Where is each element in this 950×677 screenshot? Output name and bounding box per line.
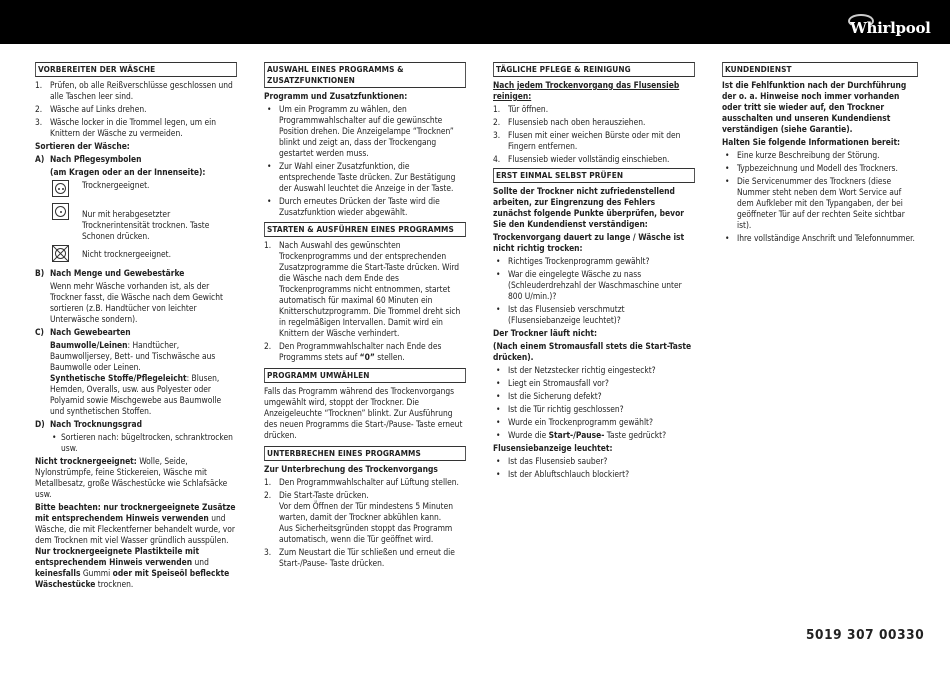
sort-a-title: A) Nach Pflegesymbolen	[35, 154, 142, 164]
part-number: 5019 307 00330	[806, 627, 925, 643]
section-header-program-selection: AUSWAHL EINES PROGRAMMS & ZUSATZFUNKTIONEN	[264, 62, 466, 88]
list-item: • Um ein Programm zu wählen, den Programmwahlschalter auf die gewünschte Position drehen. Die Anzeigelampe “Trocknen” blinkt und zeigt an, dass der Trockengang gestartet werden muss.	[264, 104, 466, 159]
section-header-preparing: VORBEREITEN DER WÄSCHE	[35, 62, 237, 77]
list-item: • Ist der Netzstecker richtig eingesteckt?	[493, 365, 695, 376]
list-item: 1. Tür öffnen.	[493, 104, 549, 114]
list-item: 2. Wäsche auf Links drehen.	[35, 104, 147, 114]
list-item: • Ist der Abluftschlauch blockiert?	[493, 469, 695, 480]
list-item: • Ist das Flusensieb verschmutzt (Flusensiebanzeige leuchtet)?	[493, 304, 695, 326]
service-subtitle: Halten Sie folgende Informationen bereit:	[722, 137, 901, 147]
sort-c-cotton: Baumwolle/Leinen: Handtücher, Baumwolljersey, Bett- und Tischwäsche aus Baumwolle oder Leinen.	[50, 340, 216, 372]
list-item: 1. Prüfen, ob alle Reißverschlüsse geschlossen und alle Taschen leer sind.	[35, 80, 233, 101]
list-item: 4. Flusensieb wieder vollständig einschieben.	[493, 154, 670, 164]
section-header-start-program: STARTEN & AUSFÜHREN EINES PROGRAMMS	[264, 222, 466, 237]
list-item: • War die eingelegte Wäsche zu nass (Schleuderdrehzahl der Waschmaschine unter 800 U/min.)?	[493, 269, 695, 302]
interrupt-subtitle: Zur Unterbrechung des Trockenvorgangs	[264, 464, 438, 474]
sort-c-synthetic: Synthetische Stoffe/Pflegeleicht: Blusen, Hemden, Overalls, usw. aus Polyester oder Polyamid sowie Mischgewebe aus Baumwolle und synthetischen Stoffen.	[50, 373, 222, 416]
list-item: 2. Die Start-Taste drücken. Vor dem Öffnen der Tür mindestens 5 Minuten warten, damit der Trockner abkühlen kann. Aus Sicherheitsgründen stoppt das Programm automatisch, wenn die Tür geöffnet wird.	[264, 490, 454, 544]
list-item: • Durch erneutes Drücken der Taste wird die Zusatzfunktion wieder abgewählt.	[264, 196, 466, 218]
service-intro: Ist die Fehlfunktion nach der Durchführung der o. a. Hinweise noch immer vorhanden oder tritt sie wieder auf, den Trockner ausschalten und unseren Kundendienst verständigen (siehe Garantie).	[722, 80, 907, 134]
logo-wordmark: Whirlpool	[850, 19, 931, 37]
list-item: 3. Zum Neustart die Tür schließen und erneut die Start-/Pause- Taste drücken.	[264, 547, 455, 568]
list-item: • Zur Wahl einer Zusatzfunktion, die entsprechende Taste drücken. Zur Bestätigung der Auswahl leuchtet die Anzeige in der Taste.	[264, 161, 466, 194]
sort-d-title: D) Nach Trocknungsgrad	[35, 419, 142, 429]
not-dryable-note: Nicht trocknergeeignet: Wolle, Seide, Nylonstrümpfe, feine Stickereien, Wäsche mit Metallbesatz, große Wäschestücke wie Schlafsäcke usw.	[35, 456, 228, 499]
section-header-self-check: ERST EINMAL SELBST PRÜFEN	[493, 168, 695, 183]
list-item: • Ist die Sicherung defekt?	[493, 391, 695, 402]
list-item: • Wurde ein Trockenprogramm gewählt?	[493, 417, 695, 428]
sort-a-subtitle: (am Kragen oder an der Innenseite):	[50, 167, 206, 177]
list-item: 1. Den Programmwahlschalter auf Lüftung stellen.	[264, 477, 459, 487]
column-care-troubleshooting	[493, 62, 695, 482]
problem-drying-too-long: Trockenvorgang dauert zu lange / Wäsche ist nicht richtig trocken:	[493, 232, 685, 253]
list-item: • Liegt ein Stromausfall vor?	[493, 378, 695, 389]
change-program-text: Falls das Programm während des Trockenvorgangs umgewählt wird, stoppt der Trockner. Die Anzeigeleuchte “Trocknen” blinkt. Zur Ausführung des neuen Programms die Start-/Pause- Taste erneut drücken.	[264, 386, 463, 440]
section-header-interrupt-program: UNTERBRECHEN EINES PROGRAMMS	[264, 446, 466, 461]
care-symbol-low-heat: Nur mit herabgesetzter Trocknerintensität trocknen. Taste Schonen drücken.	[35, 203, 237, 242]
tumble-dry-low-icon	[52, 203, 69, 220]
section-header-daily-care: TÄGLICHE PFLEGE & REINIGUNG	[493, 62, 695, 77]
tumble-dry-normal-icon	[52, 180, 69, 197]
sort-c-title: C) Nach Gewebearten	[35, 327, 131, 337]
section-header-change-program: PROGRAMM UMWÄHLEN	[264, 368, 466, 383]
list-item: 3. Flusen mit einer weichen Bürste oder mit den Fingern entfernen.	[493, 130, 681, 151]
sort-title: Sortieren der Wäsche:	[35, 141, 130, 151]
care-symbol-dryable: Trocknergeeignet.	[35, 180, 237, 200]
care-subtitle: Nach jedem Trockenvorgang das Flusensieb reinigen:	[493, 80, 680, 101]
list-item: • Wurde die Start-/Pause- Taste gedrückt?	[493, 430, 695, 441]
care-symbol-not-dryable: Nicht trocknergeeignet.	[35, 245, 237, 265]
list-item: 2. Flusensieb nach oben herausziehen.	[493, 117, 646, 127]
list-item: • Ihre vollständige Anschrift und Telefonnummer.	[722, 233, 918, 244]
list-item: • Ist die Tür richtig geschlossen?	[493, 404, 695, 415]
problem-filter-indicator: Flusensiebanzeige leuchtet:	[493, 443, 613, 453]
list-item: 3. Wäsche locker in die Trommel legen, um ein Knittern der Wäsche zu vermeiden.	[35, 117, 217, 138]
list-item: • Die Servicenummer des Trockners (diese Nummer steht neben dem Wort Service auf dem Aufkleber mit den Typangaben, der bei geöffneter Tür auf der rechten Seite sichtbar ist).	[722, 176, 918, 231]
self-check-intro: Sollte der Trockner nicht zufriedenstellend arbeiten, zur Eingrenzung des Fehlers zunächst folgende Punkte überprüfen, bevor Sie den Kundendienst verständigen:	[493, 186, 684, 229]
list-item: • Typbezeichnung und Modell des Trockners.	[722, 163, 918, 174]
section-header-customer-service: KUNDENDIENST	[722, 62, 918, 77]
power-failure-note: (Nach einem Stromausfall stets die Start-Taste drücken).	[493, 341, 692, 362]
list-item: • Richtiges Trockenprogramm gewählt?	[493, 256, 695, 267]
header-bar	[0, 0, 950, 44]
list-item: • Ist das Flusensieb sauber?	[493, 456, 695, 467]
column-customer-service	[722, 62, 918, 246]
warning-note: Bitte beachten: nur trocknergeeignete Zusätze mit entsprechendem Hinweis verwenden und Wäsche, die mit Fleckentferner behandelt wurde, vor dem Trocknen mit viel Wasser gründlich ausspülen. Nur trocknergeeignete Plastikteile mit entsprechendem Hinweis verwenden und keinesfalls Gummi oder mit Speiseöl befleckte Wäschestücke trocknen.	[35, 502, 236, 589]
list-item: 2. Den Programmwahlschalter nach Ende des Programms stets auf “0” stellen.	[264, 341, 442, 362]
do-not-tumble-dry-icon	[52, 245, 69, 262]
column-preparing-laundry	[35, 62, 237, 592]
list-item: • Eine kurze Beschreibung der Störung.	[722, 150, 918, 161]
sort-b-title: B) Nach Menge und Gewebestärke	[35, 268, 185, 278]
whirlpool-logo	[846, 11, 931, 37]
sort-d-bullet: • Sortieren nach: bügeltrocken, schranktrocken usw.	[52, 432, 233, 453]
program-subtitle: Programm und Zusatzfunktionen:	[264, 91, 408, 101]
column-programs	[264, 62, 466, 571]
problem-not-running: Der Trockner läuft nicht:	[493, 328, 598, 338]
sort-b-text: Wenn mehr Wäsche vorhanden ist, als der Trockner fasst, die Wäsche nach dem Gewicht sortieren (z.B. Handtücher von leichter Unterwäsche sondern).	[50, 281, 223, 324]
prep-steps	[35, 80, 237, 139]
list-item: 1. Nach Auswahl des gewünschten Trockenprogramms und der entsprechenden Zusatzprogramme die Start-Taste drücken. Wird die Wäsche nach dem Ende des Trockenprogramms nicht entnommen, startet automatisch für maximal 60 Minuten ein Knitterschutzprogramm. Die Trommel dreht sich in regelmäßigen Intervallen. Damit wird ein Knittern der Wäsche verhindert.	[264, 240, 461, 338]
